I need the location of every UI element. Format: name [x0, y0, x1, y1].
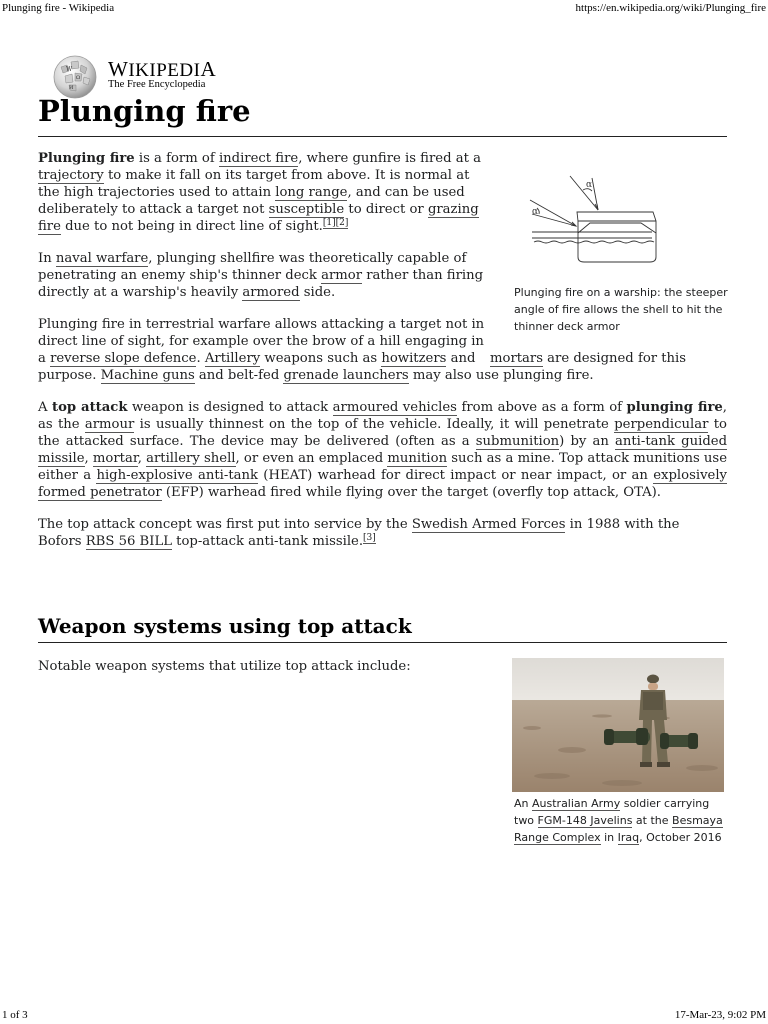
link-susceptible[interactable]: susceptible — [268, 202, 345, 217]
paragraph-history: The top attack concept was first put into service by the Swedish Armed Forces in 1988 with the Bofors RBS 56 BILL top-attack anti-tank missile.[3] — [38, 517, 680, 549]
link-rbs-56-bill[interactable]: RBS 56 BILL — [85, 534, 172, 549]
link-iraq[interactable]: Iraq — [617, 831, 640, 844]
link-machine-guns[interactable]: Machine guns — [100, 368, 195, 383]
figure-soldier-photo — [512, 658, 724, 844]
page-counter: 1 of 3 — [2, 1009, 28, 1021]
link-submunition[interactable]: submunition — [475, 434, 560, 449]
link-besmaya-range-complex[interactable]: Besmaya Range Complex — [514, 814, 723, 844]
link-anti-tank-guided-missile[interactable]: anti-tank guided missile — [38, 434, 728, 466]
page-title: Plunging fire — [38, 94, 251, 128]
link-armor[interactable]: armor — [321, 268, 362, 283]
svg-text:И: И — [69, 85, 74, 91]
section-heading-weapon-systems: Weapon systems using top attack — [38, 614, 412, 638]
paragraph-top-attack: A top attack weapon is designed to attack armoured vehicles from above as a form of plunging fire, as the armour is usually thinnest on the top of the vehicle. Ideally, it will penetrate perpendicular to the attacked surface. The device may be delivered (often as a submunition) by an anti-tank guided missile, mortar, artillery shell, or even an emplaced munition such as a mine. Top attack munitions use either a high-explosive anti-tank (HEAT) warhead for direct impact or near impact, or an explosively formed penetrator (EFP) warhead fired while flying over the target (overfly top attack, OTA). — [38, 400, 728, 500]
paragraph-intro: Plunging fire is a form of indirect fire, where gunfire is fired at a trajectory to make it fall on its target from above. It is normal at the high trajectories used to attain long range, and can be used deliberately to attack a target not susceptible to direct or grazing fire due to not being in direct line of sight.[1][2] — [38, 151, 481, 234]
link-munition[interactable]: munition — [387, 451, 448, 466]
javelin-launcher-right — [660, 733, 698, 749]
link-long-range[interactable]: long range — [275, 185, 348, 200]
print-header-title: Plunging fire - Wikipedia — [2, 2, 115, 14]
title-divider — [38, 136, 727, 137]
link-perpendicular[interactable]: perpendicular — [614, 417, 709, 432]
soldier-javelin-photo[interactable] — [512, 658, 724, 792]
wikipedia-globe-icon[interactable] — [47, 52, 103, 100]
link-grazing-fire[interactable]: grazing fire — [38, 202, 479, 234]
figure-caption-soldier: An Australian Army soldier carrying two FGM-148 Javelins at the Besmaya Range Complex in Iraq, October 2016 — [514, 797, 723, 844]
print-footer — [0, 1006, 768, 1024]
link-fgm-148-javelins[interactable]: FGM-148 Javelins — [537, 814, 633, 827]
article-body — [38, 150, 727, 565]
link-armored[interactable]: armored — [242, 285, 300, 300]
link-efp[interactable]: explosively formed penetrator — [38, 468, 727, 500]
wikipedia-wordmark[interactable]: WIKIPEDIA — [108, 57, 217, 81]
link-howitzers[interactable]: howitzers — [381, 351, 447, 366]
link-indirect-fire[interactable]: indirect fire — [218, 151, 299, 166]
svg-text:W: W — [66, 66, 73, 73]
wikipedia-tagline: The Free Encyclopedia — [108, 79, 206, 90]
svg-text:Ω: Ω — [76, 75, 81, 81]
citation-3[interactable]: [3] — [363, 532, 376, 543]
link-trajectory[interactable]: trajectory — [38, 168, 104, 183]
link-australian-army[interactable]: Australian Army — [532, 797, 621, 810]
link-naval-warfare[interactable]: naval warfare — [55, 251, 149, 266]
citation-1[interactable]: [1] — [322, 217, 336, 228]
print-header — [0, 0, 768, 18]
paragraph-terrestrial: Plunging fire in terrestrial warfare allows attacking a target not in direct line of sight, for example over the brow of a hill engaging in a reverse slope defence. Artillery weapons such as howitzers andmortars are designed for this purpose. Machine guns and belt-fed grenade launchers may also use plunging fire. — [38, 317, 687, 383]
link-swedish-armed-forces[interactable]: Swedish Armed Forces — [411, 517, 566, 532]
angle-label-top: α — [586, 180, 593, 190]
section-divider — [38, 642, 727, 643]
link-armour[interactable]: armour — [84, 417, 135, 432]
citation-2[interactable]: [2] — [335, 217, 349, 228]
link-artillery[interactable]: Artillery — [204, 351, 261, 366]
link-reverse-slope-defence[interactable]: reverse slope defence — [50, 351, 197, 366]
print-header-url: https://en.wikipedia.org/wiki/Plunging_fire — [575, 2, 766, 14]
link-grenade-launchers[interactable]: grenade launchers — [283, 368, 409, 383]
section-intro: Notable weapon systems that utilize top attack include: — [38, 659, 411, 674]
figure-caption: Plunging fire on a warship: the steeper angle of fire allows the shell to hit the thinner deck armor — [514, 286, 728, 333]
link-artillery-shell[interactable]: artillery shell — [146, 451, 236, 466]
link-mortar[interactable]: mortar — [92, 451, 138, 466]
link-heat[interactable]: high-explosive anti-tank — [96, 468, 258, 483]
paragraph-naval: In naval warfare, plunging shellfire was theoretically capable of penetrating an enemy ship's thinner deck armor rather than firing directly at a warship's heavily armored side. — [38, 251, 484, 300]
print-timestamp: 17-Mar-23, 9:02 PM — [674, 1009, 766, 1021]
link-armoured-vehicles[interactable]: armoured vehicles — [332, 400, 457, 415]
link-mortars[interactable]: mortars — [490, 351, 543, 366]
angle-label-side: α — [532, 207, 539, 217]
